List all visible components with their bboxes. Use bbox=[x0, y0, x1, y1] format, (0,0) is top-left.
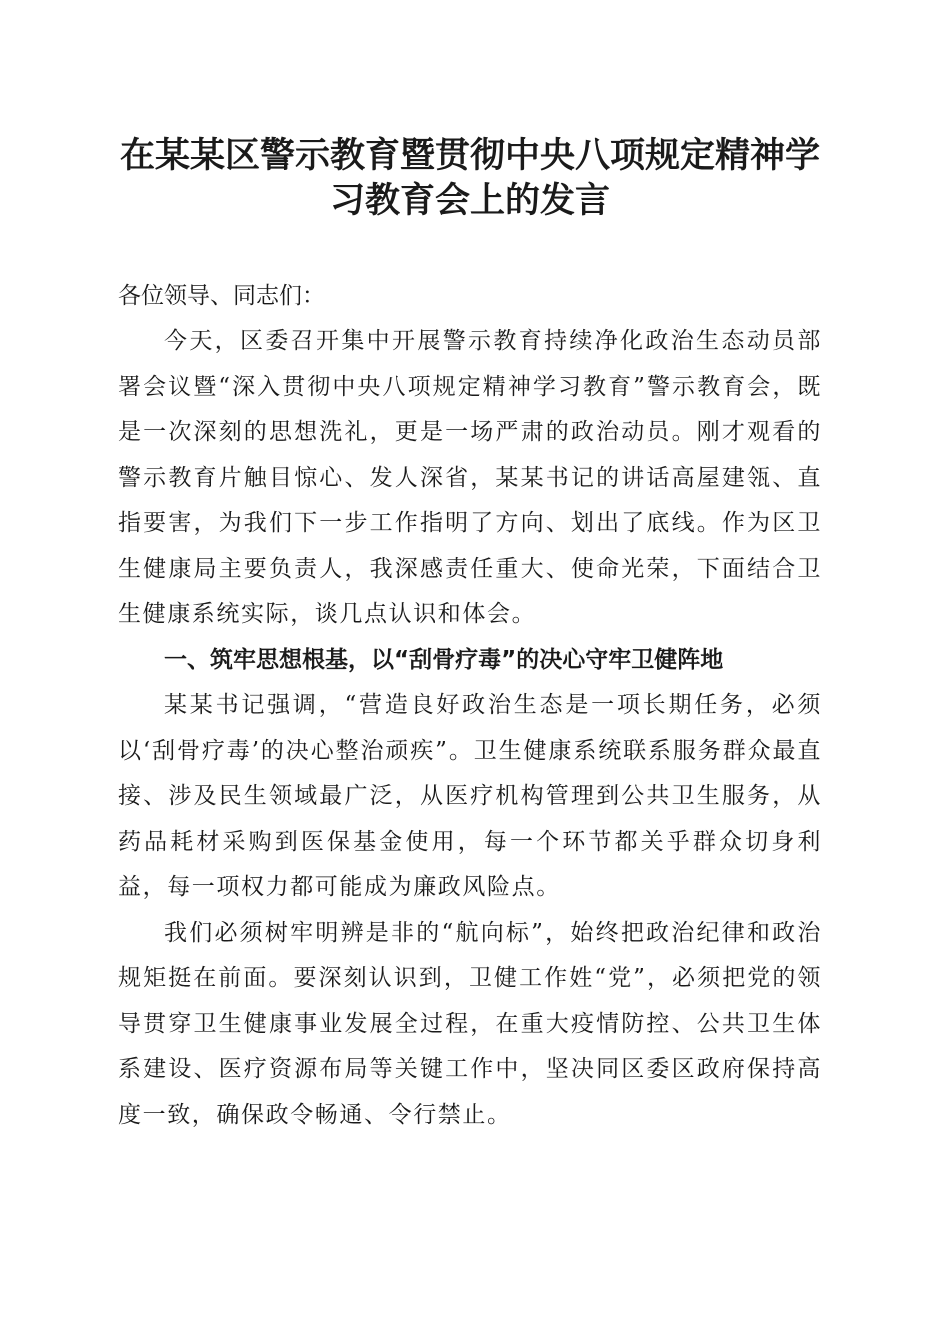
document-title bbox=[118, 134, 822, 224]
title-line-2: 习教育会上的发言 bbox=[329, 181, 610, 221]
title-line-1: 在某某区警示教育暨贯彻中央八项规定精神学 bbox=[119, 136, 820, 176]
section-heading-1: 一、筑牢思想根基，以“刮骨疗毒”的决心守牢卫健阵地 bbox=[164, 646, 724, 673]
intro-paragraph: 今天，区委召开集中开展警示教育持续净化政治生态动员部署会议暨“深入贯彻中央八项规定精神学习教育”警示教育会，既是一次深刻的思想洗礼，更是一场严肃的政治动员。刚才观看的警示教育片触目惊心、发人深省，某某书记的讲话高屋建瓴、直指要害，为我们下一步工作指明了方向、划出了底线。作为区卫生健康局主要负责人，我深感责任重大、使命光荣，下面结合卫生健康系统实际，谈几点认识和体会。 bbox=[118, 328, 822, 627]
section1-paragraph-1: 某某书记强调，“营造良好政治生态是一项长期任务，必须以‘刮骨疗毒’的决心整治顽疾”。卫生健康系统联系服务群众最直接、涉及民生领域最广泛，从医疗机构管理到公共卫生服务，从药品耗材采购到医保基金使用，每一个环节都关乎群众切身利益，每一项权力都可能成为廉政风险点。 bbox=[118, 692, 822, 900]
salutation: 各位领导、同志们： bbox=[118, 283, 325, 309]
section1-paragraph-2: 我们必须树牢明辨是非的“航向标”，始终把政治纪律和政治规矩挺在前面。要深刻认识到，卫健工作姓“党”，必须把党的领导贯穿卫生健康事业发展全过程，在重大疫情防控、公共卫生体系建设、医疗资源布局等关键工作中，坚决同区委区政府保持高度一致，确保政令畅通、令行禁止。 bbox=[118, 919, 822, 1128]
document-page bbox=[118, 134, 822, 1138]
